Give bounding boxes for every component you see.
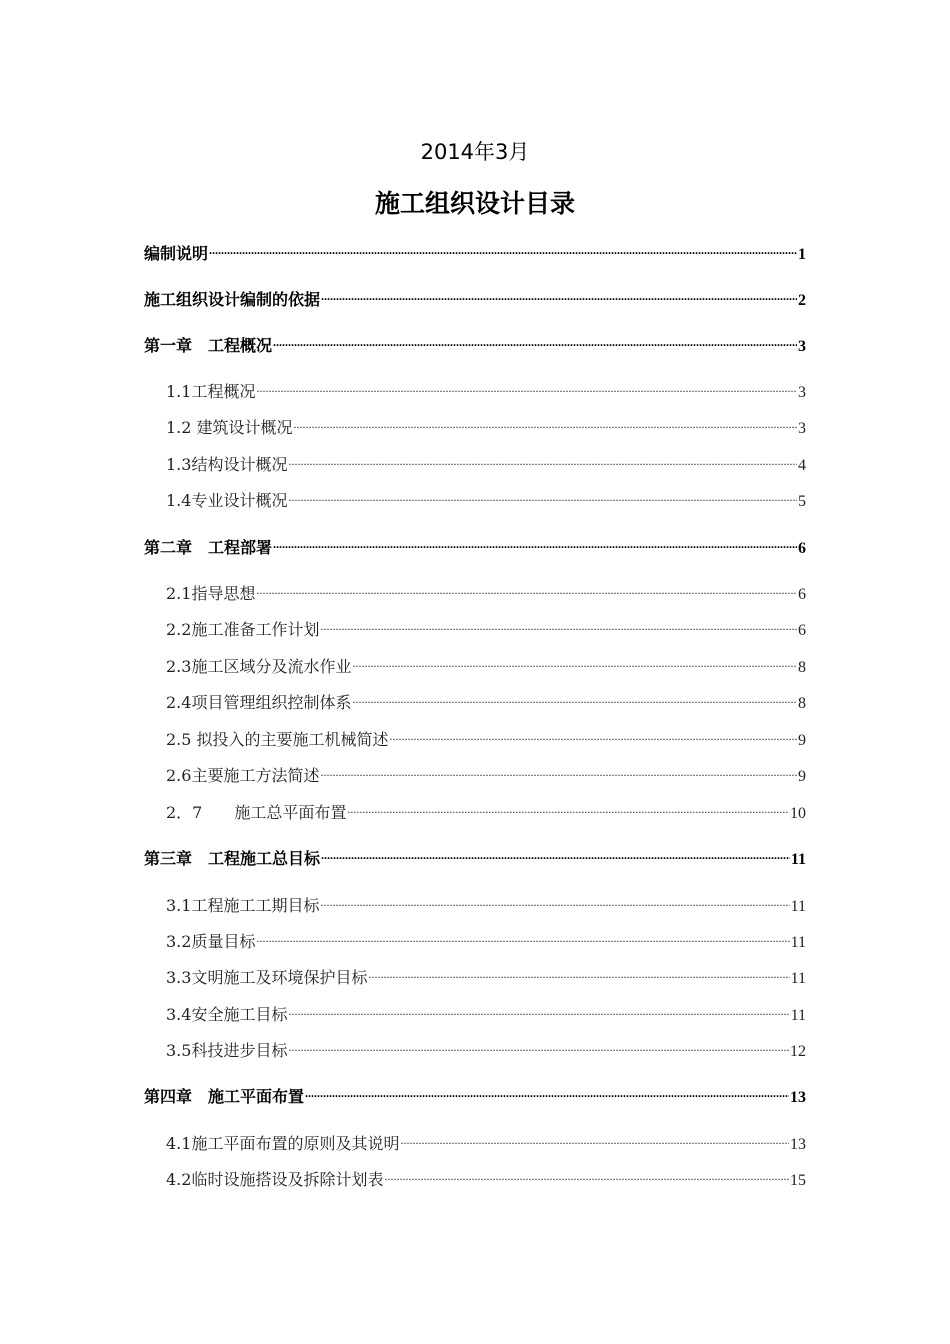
toc-section-entry xyxy=(144,482,806,510)
toc-entry-title: 1.4专业设计概况 xyxy=(166,491,288,510)
toc-dot-leader xyxy=(288,482,797,506)
toc-chapter-entry xyxy=(144,327,806,355)
toc-section-entry xyxy=(144,757,806,785)
toc-section-entry xyxy=(144,996,806,1024)
toc-dot-leader xyxy=(321,281,797,305)
toc-entry-title: 4.2临时设施搭设及拆除计划表 xyxy=(166,1170,384,1189)
toc-chapter-entry xyxy=(144,281,806,309)
toc-page-number: 6 xyxy=(798,586,806,603)
toc-dot-leader xyxy=(400,1125,789,1149)
toc-entry-title: 3.4安全施工目标 xyxy=(166,1005,288,1024)
toc-section-entry xyxy=(144,611,806,639)
toc-dot-leader xyxy=(321,840,790,864)
toc-page-number: 6 xyxy=(798,540,806,557)
toc-dot-leader xyxy=(256,373,797,397)
toc-page-number: 13 xyxy=(790,1089,806,1106)
toc-dot-leader xyxy=(320,887,789,911)
toc-page-number: 11 xyxy=(790,898,806,915)
toc-entry-title: 第三章 工程施工总目标 xyxy=(144,849,321,868)
toc-entry-title: 2.5 拟投入的主要施工机械简述 xyxy=(166,730,389,749)
toc-entry-title: 3.2质量目标 xyxy=(166,932,256,951)
toc-dot-leader xyxy=(256,923,789,947)
toc-page-number: 9 xyxy=(798,768,806,785)
toc-entry-title: 第一章 工程概况 xyxy=(144,336,273,355)
toc-page-number: 8 xyxy=(798,659,806,676)
toc-dot-leader xyxy=(352,684,797,708)
toc-entry-title: 2.4项目管理组织控制体系 xyxy=(166,693,352,712)
toc-section-entry xyxy=(144,373,806,401)
toc-dot-leader xyxy=(320,611,797,635)
toc-page-number: 3 xyxy=(798,384,806,401)
document-date: 2014年3月 xyxy=(420,140,530,164)
toc-entry-title: 第二章 工程部署 xyxy=(144,538,273,557)
toc-entry-title: 3.3文明施工及环境保护目标 xyxy=(166,968,368,987)
toc-page-number: 4 xyxy=(798,457,806,474)
toc-section-entry xyxy=(144,409,806,437)
toc-dot-leader xyxy=(390,721,797,745)
toc-page-number: 9 xyxy=(798,732,806,749)
toc-dot-leader xyxy=(305,1078,789,1102)
toc-section-entry xyxy=(144,887,806,915)
toc-dot-leader xyxy=(294,409,797,433)
toc-entry-title: 编制说明 xyxy=(144,244,209,263)
toc-page-number: 15 xyxy=(790,1172,806,1189)
toc-entry-title: 2.2施工准备工作计划 xyxy=(166,620,320,639)
document-title: 施工组织设计目录 xyxy=(374,189,575,218)
toc-page-number: 11 xyxy=(790,970,806,987)
toc-page-number: 6 xyxy=(798,622,806,639)
toc-dot-leader xyxy=(273,529,797,553)
toc-page-number: 12 xyxy=(790,1043,806,1060)
toc-section-entry xyxy=(144,794,806,822)
toc-section-entry xyxy=(144,923,806,951)
toc-page-number: 11 xyxy=(790,934,806,951)
toc-chapter-entry xyxy=(144,235,806,263)
toc-dot-leader xyxy=(209,235,797,259)
toc-page-number: 13 xyxy=(790,1136,806,1153)
toc-page-number: 8 xyxy=(798,695,806,712)
toc-section-entry xyxy=(144,959,806,987)
toc-entry-title: 1.3结构设计概况 xyxy=(166,455,288,474)
toc-dot-leader xyxy=(347,794,789,818)
toc-section-entry xyxy=(144,575,806,603)
toc-entry-title: 第四章 施工平面布置 xyxy=(144,1087,305,1106)
toc-dot-leader xyxy=(256,575,797,599)
toc-dot-leader xyxy=(288,1032,789,1056)
toc-dot-leader xyxy=(320,757,797,781)
toc-section-entry xyxy=(144,446,806,474)
toc-section-entry xyxy=(144,1125,806,1153)
toc-entry-title: 3.5科技进步目标 xyxy=(166,1041,288,1060)
toc-entry-title: 2.1指导思想 xyxy=(166,584,256,603)
toc-section-entry xyxy=(144,1161,806,1189)
toc-page-number: 11 xyxy=(790,1007,806,1024)
toc-chapter-entry xyxy=(144,529,806,557)
toc-dot-leader xyxy=(288,446,797,470)
toc-entry-title: 2.6主要施工方法简述 xyxy=(166,766,320,785)
toc-dot-leader xyxy=(368,959,789,983)
toc-dot-leader xyxy=(273,327,797,351)
toc-chapter-entry xyxy=(144,1078,806,1106)
toc-dot-leader xyxy=(384,1161,789,1185)
toc-page-number: 11 xyxy=(790,851,806,868)
toc-section-entry xyxy=(144,721,806,749)
toc-section-entry xyxy=(144,648,806,676)
toc-entry-title: 4.1施工平面布置的原则及其说明 xyxy=(166,1134,400,1153)
toc-entry-title: 1.1工程概况 xyxy=(166,382,256,401)
toc-entry-title: 2．7 施工总平面布置 xyxy=(166,803,347,822)
toc-dot-leader xyxy=(352,648,797,672)
toc-page-number: 5 xyxy=(798,493,806,510)
toc-chapter-entry xyxy=(144,840,806,868)
toc-entry-title: 2.3施工区域分及流水作业 xyxy=(166,657,352,676)
toc-page-number: 1 xyxy=(798,246,806,263)
toc-dot-leader xyxy=(288,996,789,1020)
toc-entry-title: 3.1工程施工工期目标 xyxy=(166,896,320,915)
toc-page-number: 2 xyxy=(798,292,806,309)
toc-section-entry xyxy=(144,684,806,712)
toc-section-entry xyxy=(144,1032,806,1060)
toc-page-number: 3 xyxy=(798,338,806,355)
toc-entry-title: 1.2 建筑设计概况 xyxy=(166,418,293,437)
toc-page-number: 3 xyxy=(798,420,806,437)
toc-entry-title: 施工组织设计编制的依据 xyxy=(144,290,321,309)
toc-page-number: 10 xyxy=(790,805,806,822)
